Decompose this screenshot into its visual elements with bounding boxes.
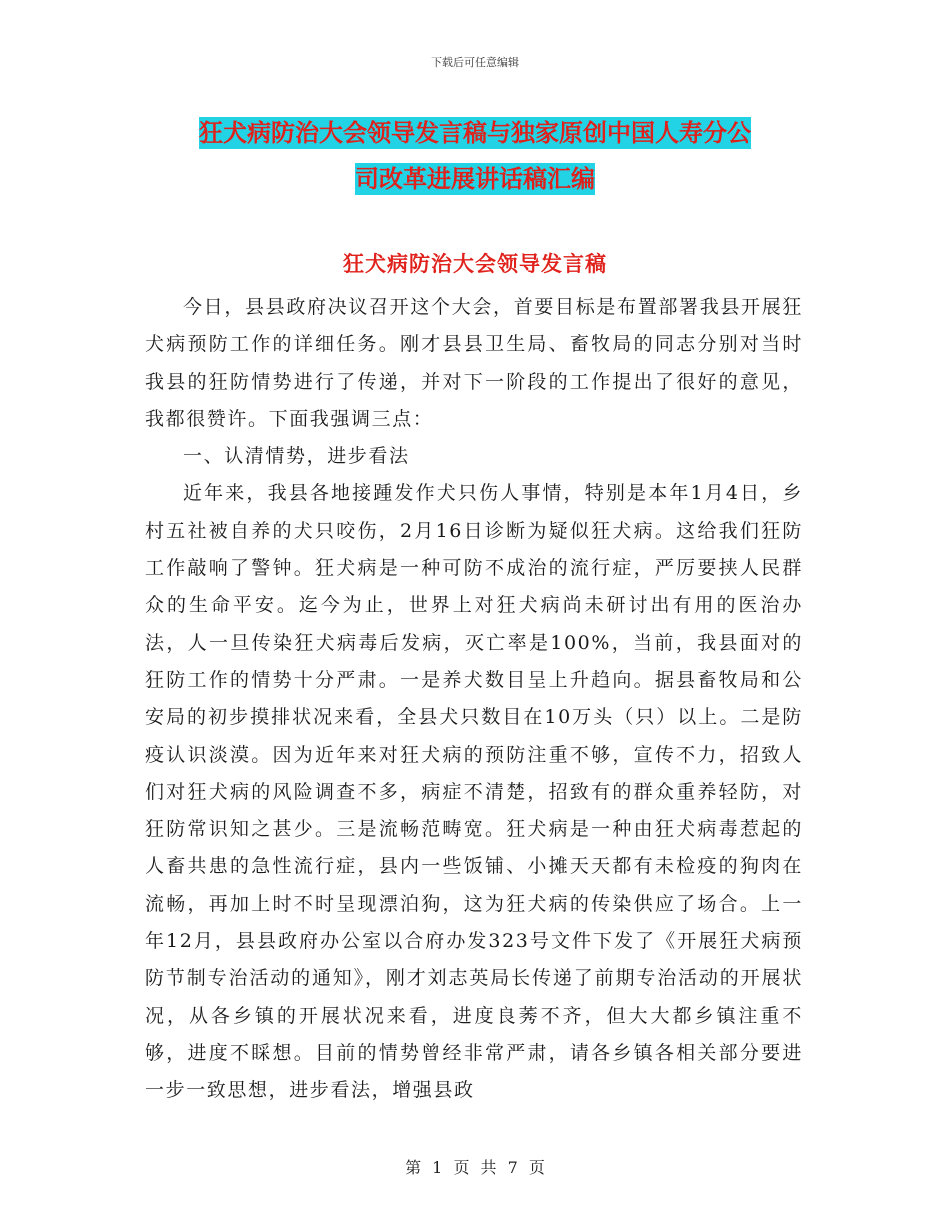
page-footer: 第 1 页 共 7 页 bbox=[405, 1158, 545, 1177]
section-title: 狂犬病防治大会领导发言稿 bbox=[343, 252, 607, 276]
paragraph-intro: 今日，县县政府决议召开这个大会，首要目标是布置部署我县开展狂犬病预防工作的详细任务。刚才县县卫生局、畜牧局的同志分别对当时我县的狂防情势进行了传递，并对下一阶段的工作提出了很好的意见，我都很赞许。下面我强调三点： bbox=[145, 296, 803, 430]
paragraph-heading-1: 一、认清情势，进步看法 bbox=[183, 445, 410, 468]
paragraph-situation: 近年来，我县各地接踵发作犬只伤人事情，特别是本年1月4日，乡村五社被自养的犬只咬伤，2月16日诊断为疑似狂犬病。这给我们狂防工作敲响了警钟。狂犬病是一种可防不成治的流行症，严厉要挟人民群众的生命平安。迄今为止，世界上对狂犬病尚未研讨出有用的医治办法，人一旦传染狂犬病毒后发病，灭亡率是100%，当前，我县面对的狂防工作的情势十分严肃。一是养犬数目呈上升趋向。据县畜牧局和公安局的初步摸排状况来看，全县犬只数目在10万头（只）以上。二是防疫认识淡漠。因为近年来对狂犬病的预防注重不够，宣传不力，招致人们对狂犬病的风险调查不多，病症不清楚，招致有的群众重养轻防，对狂防常识知之甚少。三是流畅范畴宽。狂犬病是一种由狂犬病毒惹起的人畜共患的急性流行症，县内一些饭铺、小摊天天都有未检疫的狗肉在流畅，再加上时不时呈现漂泊狗，这为狂犬病的传染供应了场合。上一年12月，县县政府办公室以合府办发323号文件下发了《开展狂犬病预防节制专治活动的通知》，刚才刘志英局长传递了前期专治活动的开展状况，从各乡镇的开展状况来看，进度良莠不齐，但大大都乡镇注重不够，进度不睬想。目前的情势曾经非常严肃，请各乡镇各相关部分要进一步一致思想，进步看法，增强县政 bbox=[145, 482, 803, 1102]
document-title bbox=[145, 110, 805, 202]
header-note: 下载后可任意编辑 bbox=[431, 56, 519, 69]
document-title-line-2: 司改革进展讲话稿汇编 bbox=[355, 165, 595, 193]
document-title-line-1: 狂犬病防治大会领导发言稿与独家原创中国人寿分公 bbox=[199, 119, 751, 147]
document-body bbox=[145, 289, 803, 1110]
